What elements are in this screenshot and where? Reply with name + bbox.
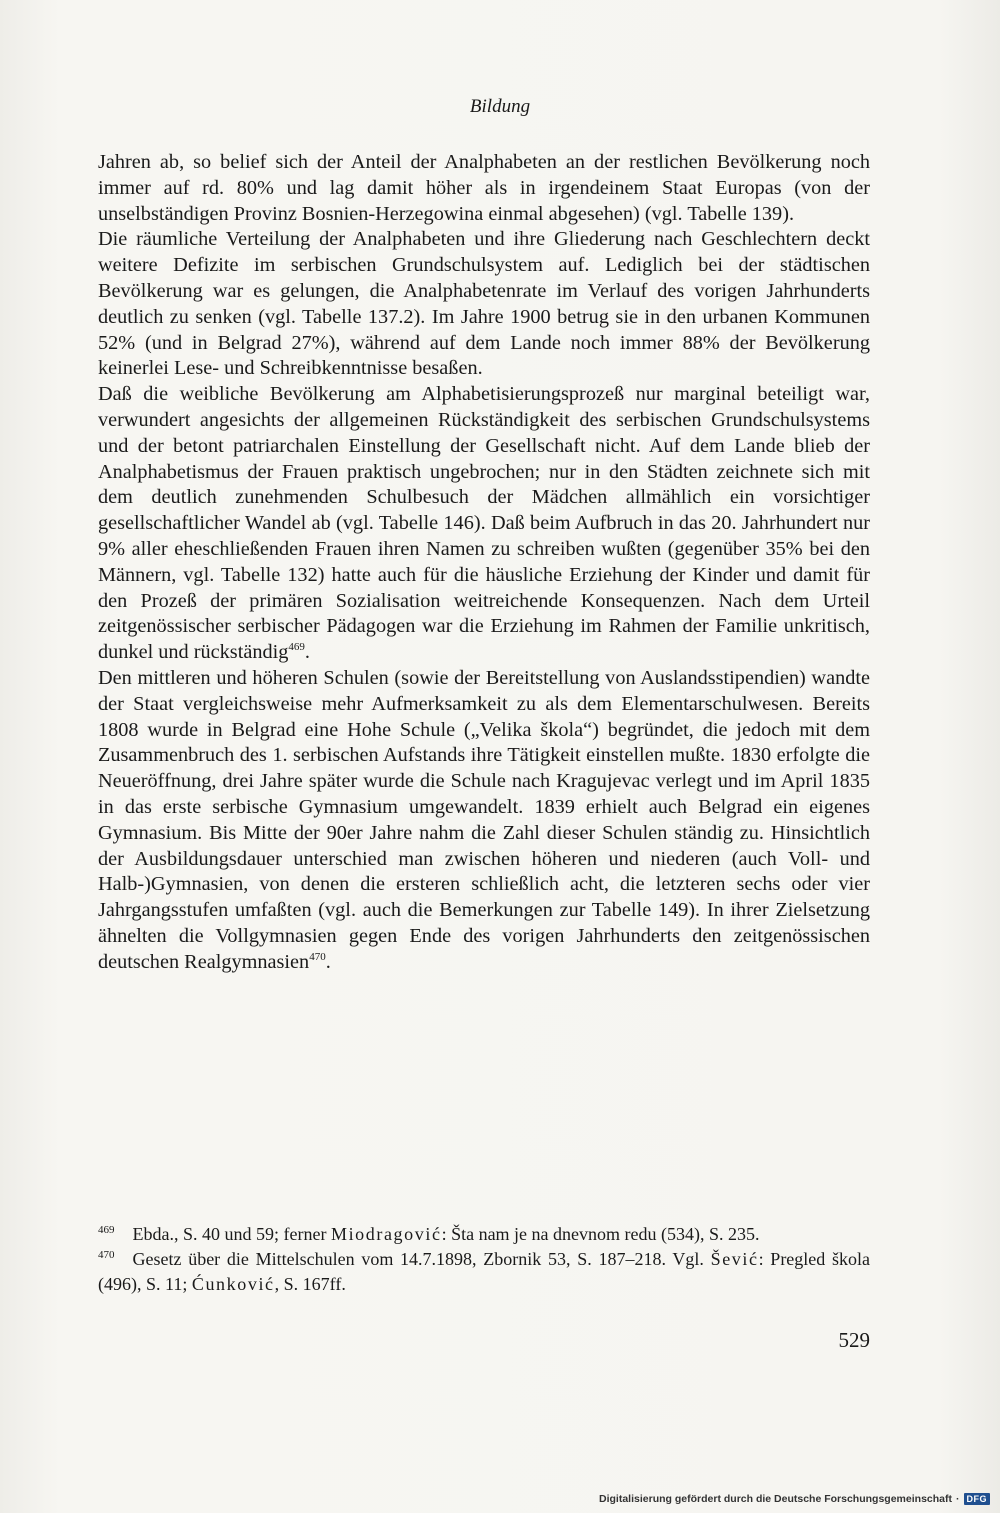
running-head: Bildung xyxy=(469,96,531,117)
paragraph-text: Jahren ab, so belief sich der Anteil der Analphabeten an der restlichen Bevölkerung noch immer auf rd. 80% und lag damit höher als in irgendeinem Staat Europas (von der unselbständigen Provinz Bosnien-Herzegowina einmal abgesehen) (vgl. Tabelle 139). xyxy=(98,151,870,225)
footnote-number: 470 xyxy=(98,1249,115,1261)
paragraph-tail: . xyxy=(304,641,310,664)
footnote-author: Šević xyxy=(710,1249,759,1269)
separator: · xyxy=(956,1493,960,1505)
page-number: 529 xyxy=(838,1328,870,1352)
footnote-text: Gesetz über die Mittelschulen vom 14.7.1898, Zbornik 53, S. 187–218. Vgl. xyxy=(132,1249,711,1269)
dfg-logo-icon: DFG xyxy=(964,1493,991,1505)
paragraph-text: Die räumliche Verteilung der Analphabeten und ihre Gliederung nach Geschlechtern deckt weitere Defizite im serbischen Grundschulsystem auf. Lediglich bei der städtischen Bevölkerung war es gelungen, die Analphabetenrate im Verlauf des vorigen Jahrhunderts deutlich zu senken (vgl. Tabelle 137.2). Im Jahre 1900 betrug sie in den urbanen Kommunen 52% (und in Belgrad 27%), während auf dem Lande noch immer 88% der Bevölkerung keinerlei Lese- und Schreibkenntnisse besaßen. xyxy=(98,228,870,380)
paragraph xyxy=(98,150,870,227)
credit-text: Digitalisierung gefördert durch die Deutsche Forschungsgemeinschaft xyxy=(599,1493,952,1505)
footnote-author: Ćunković xyxy=(191,1274,275,1294)
digitization-credit xyxy=(599,1493,990,1505)
footnote-text: : Pregled škola (496), S. 11; xyxy=(98,1249,871,1294)
paragraph-text: Den mittleren und höheren Schulen (sowie der Bereitstellung von Auslandsstipendien) wandte der Staat vergleichsweise mehr Aufmerksamkeit zu als dem Elementarschulwesen. Bereits 1808 wurde in Belgrad eine Hohe Schule („Velika škola“) begründet, die jedoch mit dem Zusammenbruch des 1. serbischen Aufstands ihre Tätigkeit einstellen mußte. 1830 erfolgte die Neueröffnung, drei Jahre später wurde die Schule nach Kragujevac verlegt und im April 1835 in das erste serbische Gymnasium umgewandelt. 1839 erhielt auch Belgrad ein eigenes Gymnasium. Bis Mitte der 90er Jahre nahm die Zahl dieser Schulen ständig zu. Hinsichtlich der Ausbildungsdauer unterschied man zwischen höheren und niederen (auch Voll- und Halb-)Gymnasien, von denen die ersteren schließlich acht, die letzteren sechs oder vier Jahrgangsstufen umfaßten (vgl. auch die Bemerkungen zur Tabelle 149). In ihrer Zielsetzung ähnelten die Vollgymnasien gegen Ende des vorigen Jahrhunderts den zeitgenössischen deutschen Realgymnasien xyxy=(98,666,870,973)
paragraph xyxy=(98,382,870,666)
footnote-author: Miodragović xyxy=(330,1224,442,1244)
footnote-ref[interactable]: 470 xyxy=(309,950,326,963)
footnote xyxy=(98,1222,870,1247)
paragraph xyxy=(98,666,870,976)
footnote-text: , S. 167ff. xyxy=(274,1274,346,1294)
footnote-number: 469 xyxy=(98,1224,115,1236)
paragraph-text: Daß die weibliche Bevölkerung am Alphabetisierungsprozeß nur marginal beteiligt war, verwundert angesichts der allgemeinen Rückständigkeit des serbischen Grundschulsystems und der betont patriarchalen Einstellung der Gesellschaft nicht. Auf dem Lande blieb der Analphabetismus der Frauen praktisch ungebrochen; nur in den Städten zeichnete sich mit dem deutlich zunehmenden Schulbesuch der Mädchen allmählich ein vorsichtiger gesellschaftlicher Wandel ab (vgl. Tabelle 146). Daß beim Aufbruch in das 20. Jahrhundert nur 9% aller eheschließenden Frauen ihren Namen zu schreiben wußten (gegenüber 35% bei den Männern, vgl. Tabelle 132) hatte auch für die häusliche Erziehung der Kinder und damit für den Prozeß der primären Sozialisation weitreichende Konsequenzen. Nach dem Urteil zeitgenössischer serbischer Pädagogen war die Erziehung im Rahmen der Familie unkritisch, dunkel und rückständig xyxy=(98,383,870,664)
footnote-text: : Šta nam je na dnevnom redu (534), S. 235. xyxy=(441,1224,760,1244)
body-text xyxy=(98,150,870,976)
paragraph xyxy=(98,227,870,382)
footnote-ref[interactable]: 469 xyxy=(288,641,305,654)
footnote-text: Ebda., S. 40 und 59; ferner xyxy=(132,1224,331,1244)
footnotes xyxy=(98,1222,870,1297)
footnote xyxy=(98,1247,870,1297)
paragraph-tail: . xyxy=(325,950,331,973)
